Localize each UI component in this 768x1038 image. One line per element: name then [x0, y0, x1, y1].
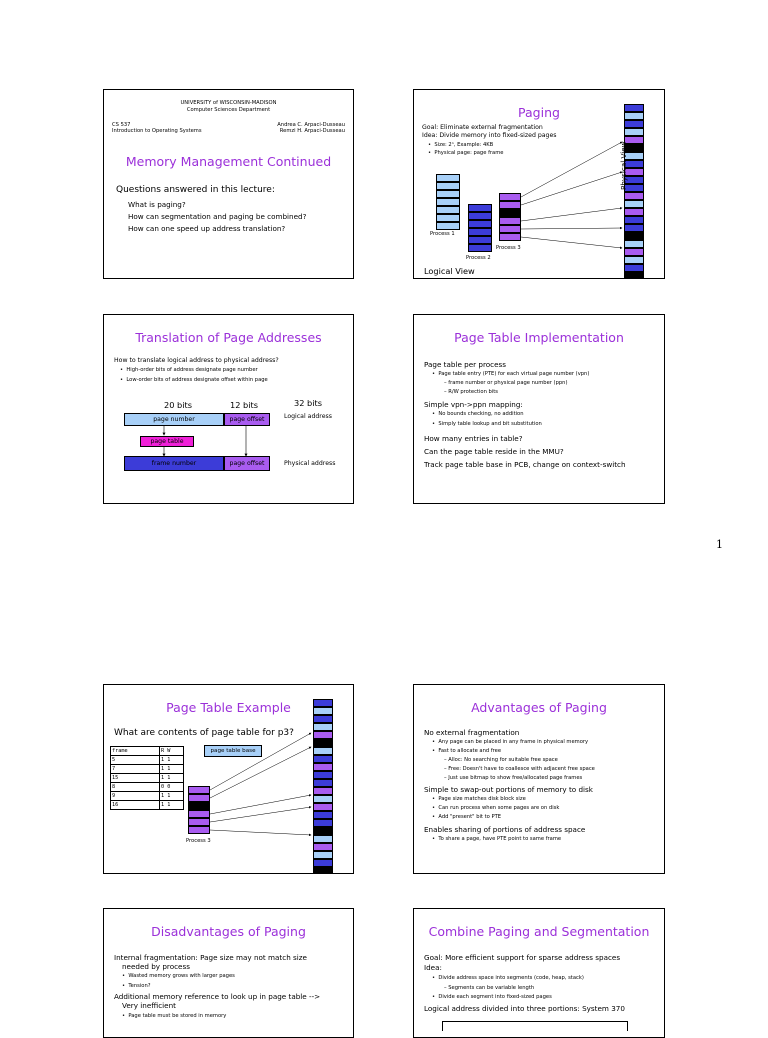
memory-frame [313, 859, 333, 867]
memory-frame [313, 867, 333, 874]
sub-bitmap: – Just use bitmap to show free/allocated page frames [444, 775, 583, 781]
line-page-table-per-process: Page table per process [424, 360, 507, 369]
memory-frame [313, 739, 333, 747]
page-number: 1 [716, 538, 723, 551]
question-1: What is paging? [128, 200, 186, 209]
process-3-label: Process 3 [186, 838, 211, 844]
translation-arrows [104, 315, 354, 504]
bullet-divide-segments-text: Divide address space into segments (code, heap, stack) [438, 975, 584, 981]
bullet-run-process-text: Can run process when some pages are on disk [438, 805, 560, 811]
bullet-pte-text: Page table entry (PTE) for each virtual page number (vpn) [438, 371, 590, 377]
memory-frame [624, 264, 644, 272]
physical-view-label: Physical View [619, 141, 628, 190]
table-row: 5 1 1 [111, 756, 184, 765]
physical-page-offset-field: page offset [224, 456, 270, 471]
bullet-no-bounds: • No bounds checking, no addition [432, 411, 524, 417]
slide-title: Paging [518, 105, 560, 120]
line-sharing: Enables sharing of portions of address space [424, 825, 586, 834]
slide-3 [103, 314, 354, 504]
memory-frame [313, 779, 333, 787]
label-12-bits: 12 bits [230, 400, 258, 410]
bullet-tension-text: Tension? [128, 983, 151, 989]
logical-page-number-field: page number [124, 413, 224, 426]
line-swap-out: Simple to swap-out portions of memory to disk [424, 785, 593, 794]
bullet-wasted-memory: • Wasted memory grows with larger pages [122, 973, 235, 979]
bullet-size-text: Size: 2ⁿ, Example: 4KB [434, 142, 494, 148]
line-no-external-frag: No external fragmentation [424, 728, 520, 737]
memory-frame [624, 240, 644, 248]
slide-title: Advantages of Paging [471, 700, 607, 715]
memory-frame [313, 787, 333, 795]
slide-5 [103, 684, 354, 874]
memory-frame [624, 112, 644, 120]
page-table-base-box: page table base [204, 745, 262, 757]
bullet-frame-text: Physical page: page frame [434, 150, 504, 156]
memory-frame [624, 232, 644, 240]
memory-frame [313, 835, 333, 843]
process-2-label: Process 2 [466, 255, 491, 261]
sub-free: – Free: Doesn't have to coallesce with adjacent free space [444, 766, 595, 772]
bullet-fast-alloc: • Fast to allocate and free [432, 748, 502, 754]
bullet-tension: • Tension? [122, 983, 151, 989]
label-20-bits: 20 bits [164, 400, 192, 410]
line-idea: Idea: [424, 963, 442, 972]
line-goal: Goal: More efficient support for sparse address spaces [424, 953, 621, 962]
bullet-low-order: • Low-order bits of address designate offset within page [120, 377, 268, 383]
line-internal-frag-cont: needed by process [122, 962, 190, 971]
memory-frame [624, 272, 644, 279]
table-row: 8 0 0 [111, 783, 184, 792]
process-1-label: Process 1 [430, 231, 455, 237]
bullet-table-lookup-text: Simply table lookup and bit substitution [438, 421, 542, 427]
goal-line: Goal: Eliminate external fragmentation [422, 124, 543, 131]
bullet-high-order-text: High-order bits of address designate page number [126, 367, 258, 373]
bullet-share-page: • To share a page, have PTE point to same frame [432, 836, 562, 842]
memory-frame [313, 755, 333, 763]
slide-title: Page Table Implementation [454, 330, 624, 345]
bullet-pte: • Page table entry (PTE) for each virtual page number (vpn) [432, 371, 590, 377]
physical-memory [624, 104, 644, 279]
slide-1 [103, 89, 354, 279]
bullet-any-page-text: Any page can be placed in any frame in physical memory [438, 739, 589, 745]
bullet-present-bit: • Add "present" bit to PTE [432, 814, 502, 820]
slide-2 [413, 89, 665, 279]
bullet-run-process: • Can run process when some pages are on disk [432, 805, 560, 811]
line-mmu: Can the page table reside in the MMU? [424, 447, 564, 456]
bullet-divide-pages: • Divide each segment into fixed-sized pages [432, 994, 552, 1000]
slide-title: Translation of Page Addresses [135, 330, 322, 345]
memory-frame [313, 771, 333, 779]
memory-frame [313, 707, 333, 715]
question-line: What are contents of page table for p3? [114, 728, 294, 738]
course-name: Introduction to Operating Systems [112, 128, 202, 134]
memory-frame [313, 715, 333, 723]
sub-rw-bits: – R/W protection bits [444, 389, 498, 395]
university-name: UNIVERSITY of WISCONSIN-MADISON [180, 100, 277, 106]
process-3-label: Process 3 [496, 245, 521, 251]
table-row: 7 1 1 [111, 765, 184, 774]
line-simple-mapping: Simple vpn->ppn mapping: [424, 400, 523, 409]
memory-frame [624, 216, 644, 224]
slide-6 [413, 684, 665, 874]
table-row: 9 1 1 [111, 792, 184, 801]
bullet-page-size-text: Page size matches disk block size [438, 796, 526, 802]
label-32-bits: 32 bits [294, 398, 322, 408]
memory-frame [313, 763, 333, 771]
memory-frame [313, 699, 333, 707]
bullet-fast-alloc-text: Fast to allocate and free [438, 748, 502, 754]
slide-title: Memory Management Continued [125, 154, 332, 169]
memory-frame [313, 827, 333, 835]
bullet-frame: • Physical page: page frame [428, 150, 504, 156]
memory-frame [313, 723, 333, 731]
bullet-divide-pages-text: Divide each segment into fixed-sized pages [438, 994, 552, 1000]
memory-frame [624, 248, 644, 256]
physical-address-label: Physical address [284, 460, 336, 467]
bullet-wasted-memory-text: Wasted memory grows with larger pages [128, 973, 235, 979]
idea-line: Idea: Divide memory into fixed-sized pages [422, 132, 557, 139]
sub-variable-length: – Segments can be variable length [444, 985, 535, 991]
slide-title: Disadvantages of Paging [151, 924, 306, 939]
memory-frame [624, 208, 644, 216]
memory-frame [313, 851, 333, 859]
memory-frame [624, 104, 644, 112]
address-diagram-stub [442, 1021, 628, 1031]
bullet-page-size: • Page size matches disk block size [432, 796, 526, 802]
memory-frame [313, 811, 333, 819]
bullet-any-page: • Any page can be placed in any frame in physical memory [432, 739, 589, 745]
line-three-portions: Logical address divided into three portions: System 370 [424, 1004, 625, 1013]
memory-frame [313, 819, 333, 827]
page-table-box: page table [140, 436, 194, 447]
memory-frame [624, 200, 644, 208]
memory-frame [313, 795, 333, 803]
bullet-present-bit-text: Add "present" bit to PTE [438, 814, 502, 820]
table-row: 15 1 1 [111, 774, 184, 783]
bullet-table-lookup: • Simply table lookup and bit substitution [432, 421, 542, 427]
bullet-stored-memory: • Page table must be stored in memory [122, 1013, 227, 1019]
logical-page-offset-field: page offset [224, 413, 270, 426]
author-2: Remzi H. Arpaci-Dusseau [279, 128, 345, 134]
memory-frame [624, 224, 644, 232]
memory-frame [313, 803, 333, 811]
line-additional-reference: Additional memory reference to look up in page table --> [114, 992, 321, 1001]
sub-alloc: – Alloc: No searching for suitable free space [444, 757, 558, 763]
memory-frame [624, 120, 644, 128]
questions-heading: Questions answered in this lecture: [116, 185, 275, 195]
bullet-share-page-text: To share a page, have PTE point to same frame [438, 836, 562, 842]
header-frame: frame [111, 747, 160, 756]
physical-frame-number-field: frame number [124, 456, 224, 471]
memory-frame [313, 731, 333, 739]
memory-frame [624, 128, 644, 136]
bullet-low-order-text: Low-order bits of address designate offset within page [126, 377, 268, 383]
memory-frame [624, 256, 644, 264]
table-row: 16 1 1 [111, 801, 184, 810]
bullet-no-bounds-text: No bounds checking, no addition [438, 411, 524, 417]
line-pcb: Track page table base in PCB, change on context-switch [424, 460, 626, 469]
bullet-divide-segments: • Divide address space into segments (code, heap, stack) [432, 975, 584, 981]
bullet-stored-memory-text: Page table must be stored in memory [128, 1013, 227, 1019]
header-rw: R W [160, 747, 184, 756]
author-1: Andrea C. Arpaci-Dusseau [277, 122, 345, 128]
sub-frame-number: – frame number or physical page number (ppn) [444, 380, 568, 386]
department-name: Computer Sciences Department [186, 107, 271, 113]
slide-8 [413, 908, 665, 1038]
slide-4 [413, 314, 665, 504]
line-internal-frag: Internal fragmentation: Page size may not match size [114, 953, 307, 962]
physical-memory [313, 699, 333, 874]
question-line: How to translate logical address to physical address? [114, 357, 279, 364]
bullet-high-order: • High-order bits of address designate page number [120, 367, 258, 373]
slide-title: Page Table Example [166, 700, 291, 715]
line-very-inefficient: Very inefficient [122, 1001, 176, 1010]
memory-frame [313, 747, 333, 755]
course-number: CS 537 [112, 122, 131, 128]
slide-title: Combine Paging and Segmentation [428, 924, 650, 939]
question-2: How can segmentation and paging be combined? [128, 212, 307, 221]
slide-7 [103, 908, 354, 1038]
logical-view-label: Logical View [424, 266, 475, 276]
bullet-size: • Size: 2ⁿ, Example: 4KB [428, 142, 494, 148]
line-how-many-entries: How many entries in table? [424, 434, 523, 443]
question-3: How can one speed up address translation? [128, 224, 286, 233]
memory-frame [313, 843, 333, 851]
logical-address-label: Logical address [284, 413, 332, 420]
memory-frame [624, 192, 644, 200]
